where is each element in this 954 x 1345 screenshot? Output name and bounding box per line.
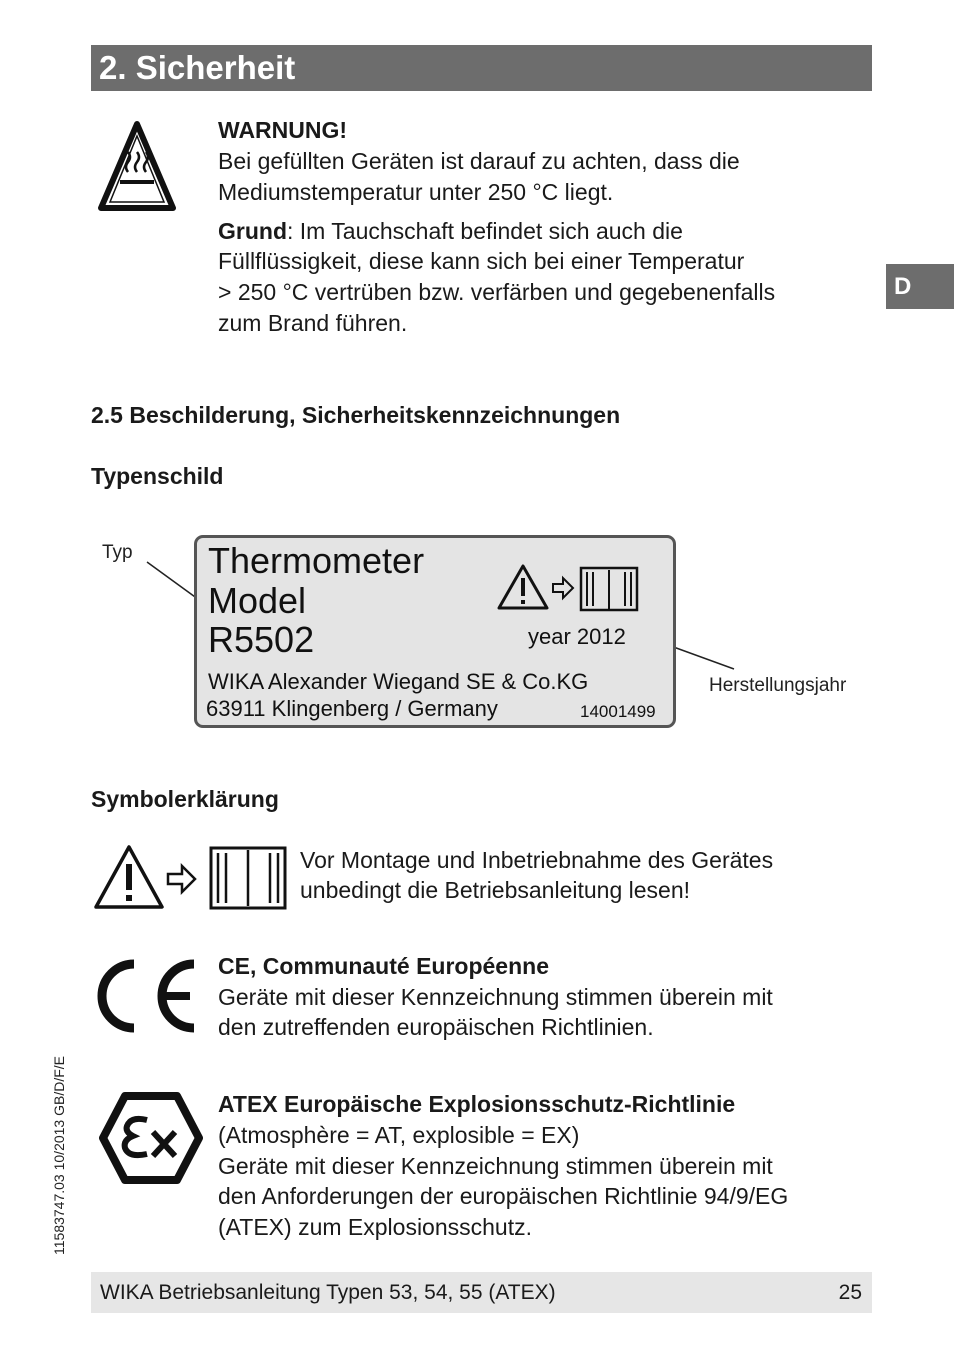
year-label: Herstellungsjahr [709,675,847,696]
symbol-description: den zutreffenden europäischen Richtlinien. [218,1014,654,1040]
warning-reason-line: Füllflüssigkeit, diese kann sich bei einer Temperatur [218,248,745,274]
symbol-description: Vor Montage und Inbetriebnahme des Gerätes [300,847,774,873]
plate-model-number: R5502 [208,619,315,660]
reason-label: Grund [218,218,287,244]
warning-reason-line: > 250 °C vertrüben bzw. verfärben und gegebenenfalls [218,279,776,305]
symbol-description: (Atmosphère = AT, explosible = EX) [218,1122,580,1148]
footer-text: WIKA Betriebsanleitung Typen 53, 54, 55 (ATEX) [100,1281,556,1304]
page-title: 2. Sicherheit [91,45,872,91]
section-heading: 2.5 Beschilderung, Sicherheitskennzeichnungen [91,402,621,428]
document-code: 11583747.03 10/2013 GB/D/F/E [51,1056,67,1255]
plate-company: WIKA Alexander Wiegand SE & Co.KG [208,669,589,694]
page-number: 25 [838,1281,862,1304]
warning-text-line: Bei gefüllten Geräten ist darauf zu achten, dass die [218,148,740,174]
language-tab: D [886,264,954,309]
ex-atex-icon [99,1092,203,1184]
plate-model-label: Model [208,580,307,621]
warning-title: WARNUNG! [218,117,348,143]
plate-serial: 14001499 [580,702,656,721]
plate-year: year 2012 [528,624,626,649]
symbol-description: Geräte mit dieser Kennzeichnung stimmen überein mit [218,1153,773,1179]
warning-text-line: Mediumstemperatur unter 250 °C liegt. [218,179,614,205]
symbol-description: (ATEX) zum Explosionsschutz. [218,1214,533,1240]
type-label: Typ [102,542,133,563]
nameplate-heading: Typenschild [91,463,224,489]
symbol-description: Geräte mit dieser Kennzeichnung stimmen überein mit [218,984,773,1010]
symbols-heading: Symbolerklärung [91,786,279,812]
symbol-description: unbedingt die Betriebsanleitung lesen! [300,877,691,903]
ce-mark-icon [98,958,200,1034]
footer [91,1272,872,1313]
plate-address: 63911 Klingenberg / Germany [206,696,498,721]
symbol-title: CE, Communauté Européenne [218,953,549,979]
warning-reason-line: zum Brand führen. [218,310,408,336]
symbol-description: den Anforderungen der europäischen Richtlinie 94/9/EG [218,1183,789,1209]
read-manual-warning-icon [497,562,641,614]
plate-product: Thermometer [208,540,425,581]
reason-text: : Im Tauchschaft befindet sich auch die [287,218,683,244]
read-manual-warning-icon [94,844,288,910]
symbol-title: ATEX Europäische Explosionsschutz-Richtlinie [218,1091,736,1117]
